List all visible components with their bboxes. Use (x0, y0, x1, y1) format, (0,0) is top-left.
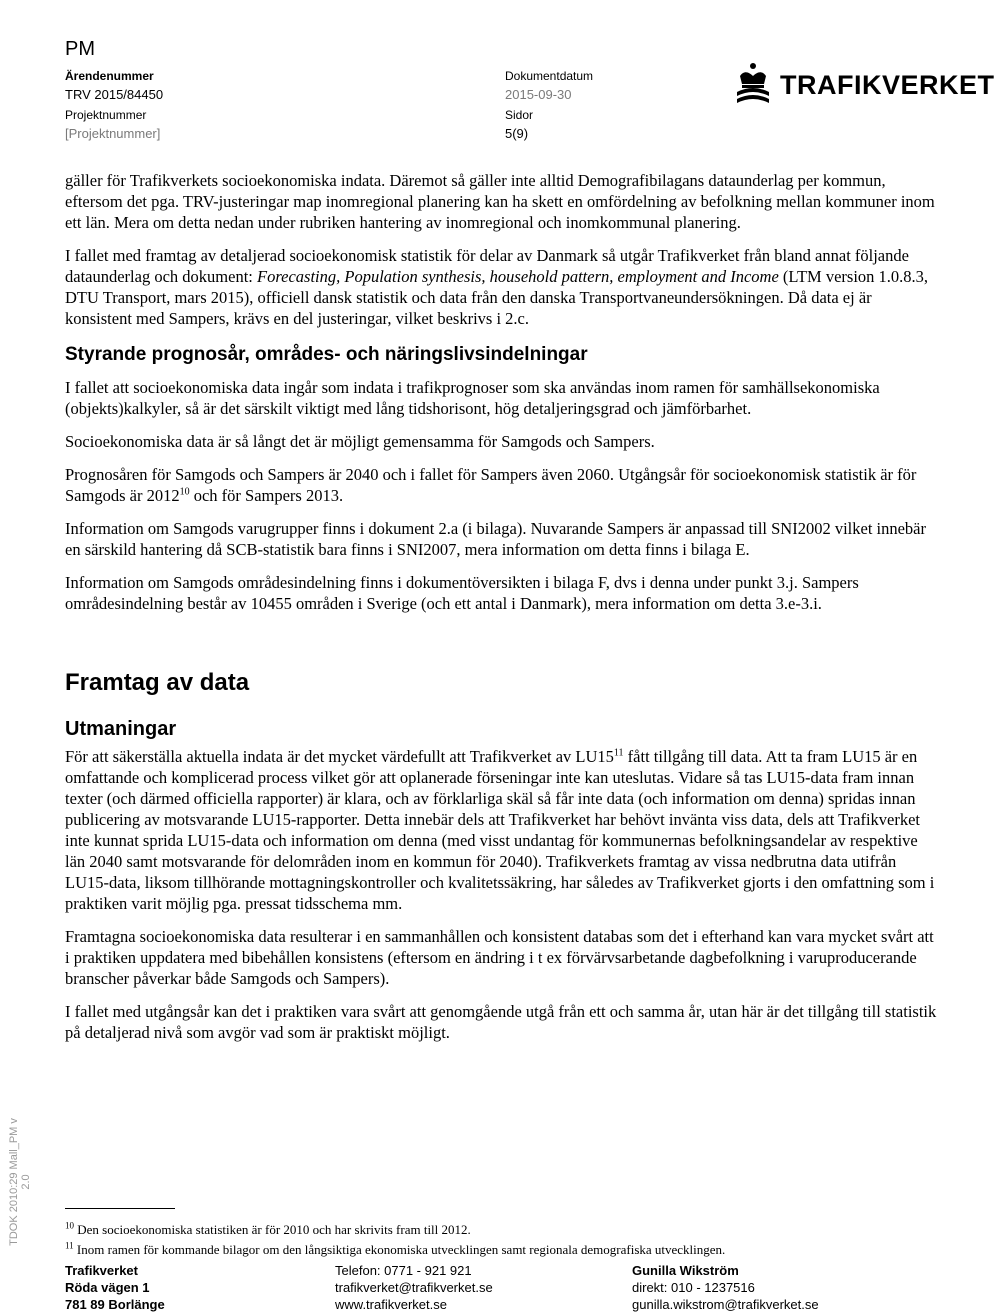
footer-contact-name: Gunilla Wikström (632, 1263, 739, 1278)
paragraph-italic-text: Forecasting, Population synthesis, household pattern, employment and Income (256, 267, 779, 286)
footer-street: Röda vägen 1 (65, 1280, 150, 1295)
trafikverket-logo (734, 62, 995, 108)
footer-phone: Telefon: 0771 - 921 921 (335, 1263, 472, 1278)
footnote (65, 1242, 725, 1258)
arendenummer-value: TRV 2015/84450 (65, 87, 164, 102)
paragraph (65, 464, 937, 506)
subsection-heading: Utmaningar (65, 718, 177, 740)
dokumentdatum-value: 2015-09-30 (505, 87, 572, 102)
arendenummer-block (65, 70, 163, 140)
document-type: PM (65, 38, 95, 60)
paragraph (65, 245, 937, 329)
footer-contact-email[interactable]: gunilla.wikstrom@trafikverket.se (632, 1297, 819, 1312)
footnote-number: 10 (65, 1220, 74, 1231)
paragraph-text: I fallet med framtag av detaljerad socioekonomisk statistik för delar av Danmark så utgår Trafikverket från bland annat följande dataunderlag och dokument: (65, 246, 909, 286)
sidor-label: Sidor (505, 108, 534, 122)
footer-contact (335, 1262, 493, 1313)
footnote-number: 11 (65, 1240, 74, 1251)
paragraph: gäller för Trafikverkets socioekonomiska indata. Däremot så gäller inte alltid Demografibilagans dataunderlag per kommun, eftersom det pga. TRV-justeringar map inomregional planering kan ha skett en omfördelning av befolkning mellan kommuner inom ett län. Mera om detta nedan under rubriken hantering av inomregional och inomkommunal planering. (65, 171, 935, 232)
footer-city: 781 89 Borlänge (65, 1297, 165, 1312)
paragraph: I fallet med utgångsår kan det i praktiken vara svårt att genomgående utgå från ett och samma år, utan här är det tillgång till statistik på detaljerad nivå som avgör vad som är praktiskt möjligt. (65, 1002, 937, 1042)
footer-email[interactable]: trafikverket@trafikverket.se (335, 1280, 493, 1295)
footer-address (65, 1262, 165, 1313)
footnote (65, 1222, 471, 1238)
footnote-reference[interactable]: 10 (179, 486, 190, 498)
footnote-reference[interactable]: 11 (613, 747, 624, 759)
footer-contact-phone: direkt: 010 - 1237516 (632, 1280, 755, 1295)
paragraph-text: För att säkerställa aktuella indata är det mycket värdefullt att Trafikverket av LU15 (65, 747, 614, 766)
paragraph: Information om Samgods varugrupper finns i dokument 2.a (i bilaga). Nuvarande Sampers är anpassad till SNI2002 vilket innebär en särskild hantering då SCB-statistik bara finns i SNI2007, mera information om detta finns i bilaga E. (65, 519, 927, 559)
paragraph: I fallet att socioekonomiska data ingår som indata i trafikprognoser som ska användas inom ramen för samhällsekonomiska (objekts)kalkyler, så är det särskilt viktigt med lång tidshorisont, hög detaljeringsgrad och jämförbarhet. (65, 378, 880, 418)
paragraph-text: Prognosåren för Samgods och Sampers är 2040 och i fallet för Sampers även 2060. Utgångsår för socioekonomisk statistik är för Samgods är 2012 (65, 465, 917, 505)
paragraph: Information om Samgods områdesindelning finns i dokumentöversikten i bilaga F, dvs i denna under punkt 3.j. Sampers områdesindelning består av 10455 områden i Sverige (och ett antal i Danmark), mera information om detta 3.e-3.i. (65, 573, 859, 613)
projektnummer-value: [Projektnummer] (65, 126, 161, 141)
sidor-value: 5(9) (505, 126, 529, 141)
paragraph (65, 746, 937, 914)
chapter-heading: Framtag av data (65, 669, 250, 696)
document-body (65, 170, 937, 1055)
paragraph-text: fått tillgång till data. Att ta fram LU15 är en omfattande och komplicerad process vilket gör att oplanerade förseningar inte kan uteslutas. Vidare så tas LU15-data fram innan texter (och därmed officiella rapporter) är klara, och av förklarliga skäl så får inte data (och information om denna) spridas innan publicering av motsvarande LU15-rapporter. Detta innebär dels att Trafikverket har behövt invänta viss data, dels att Trafikverket inte kunnat sprida LU15-data och information om denna (med visst undantag för kommunernas befolkningsandelar av respektive län 2040 samt motsvarande för delområden inom en kommun för 2040). Trafikverkets framtag av vissa nedbrutna data utifrån LU15-data, liksom tillhörande mottagningskontroller och kvalitetssäkring, har således av Trafikverket gjorts i den omfattning som i praktiken varit möjlig pga. pressat tidsschema mm. (65, 747, 935, 913)
logo-text: TRAFIKVERKET (780, 69, 995, 100)
crown-icon (734, 62, 772, 108)
footnote-divider (65, 1208, 175, 1209)
paragraph: Framtagna socioekonomiska data resulterar i en sammanhållen och konsistent databas som det i efterhand kan vara mycket svårt att i praktiken uppdatera med bibehållen konsistens (eftersom en ändring i t ex förvärvsarbetande dagbefolkning i varuproducerande branscher påverkar både Samgods och Sampers). (65, 927, 934, 988)
paragraph-text: (LTM version 1.0.8.3, DTU Transport, mars 2015), officiell dansk statistik och data från den danska Transportvaneundersökningen. Då data ej är konsistent med Sampers, krävs en del justeringar, vilket beskrivs i 2.c. (65, 267, 929, 328)
template-stamp: TDOK 2010:29 Mall_PM v 2.0 (8, 1118, 32, 1246)
arendenummer-label: Ärendenummer (65, 69, 154, 83)
footer-org: Trafikverket (65, 1263, 138, 1278)
footnote-text: Inom ramen för kommande bilagor om den långsiktiga ekonomiska utvecklingen samt regionala demografiska utvecklingen. (73, 1242, 726, 1257)
footer-person (632, 1262, 819, 1313)
paragraph: Socioekonomiska data är så långt det är möjligt gemensamma för Samgods och Sampers. (65, 432, 655, 451)
footer-web[interactable]: www.trafikverket.se (335, 1297, 447, 1312)
footnote-text: Den socioekonomiska statistiken är för 2010 och har skrivits fram till 2012. (74, 1222, 471, 1237)
dokumentdatum-label: Dokumentdatum (505, 69, 594, 83)
projektnummer-label: Projektnummer (65, 108, 147, 122)
paragraph-text: och för Sampers 2013. (189, 486, 344, 505)
dokumentdatum-block (505, 70, 593, 140)
section-heading: Styrande prognosår, områdes- och näringslivsindelningar (65, 344, 588, 365)
